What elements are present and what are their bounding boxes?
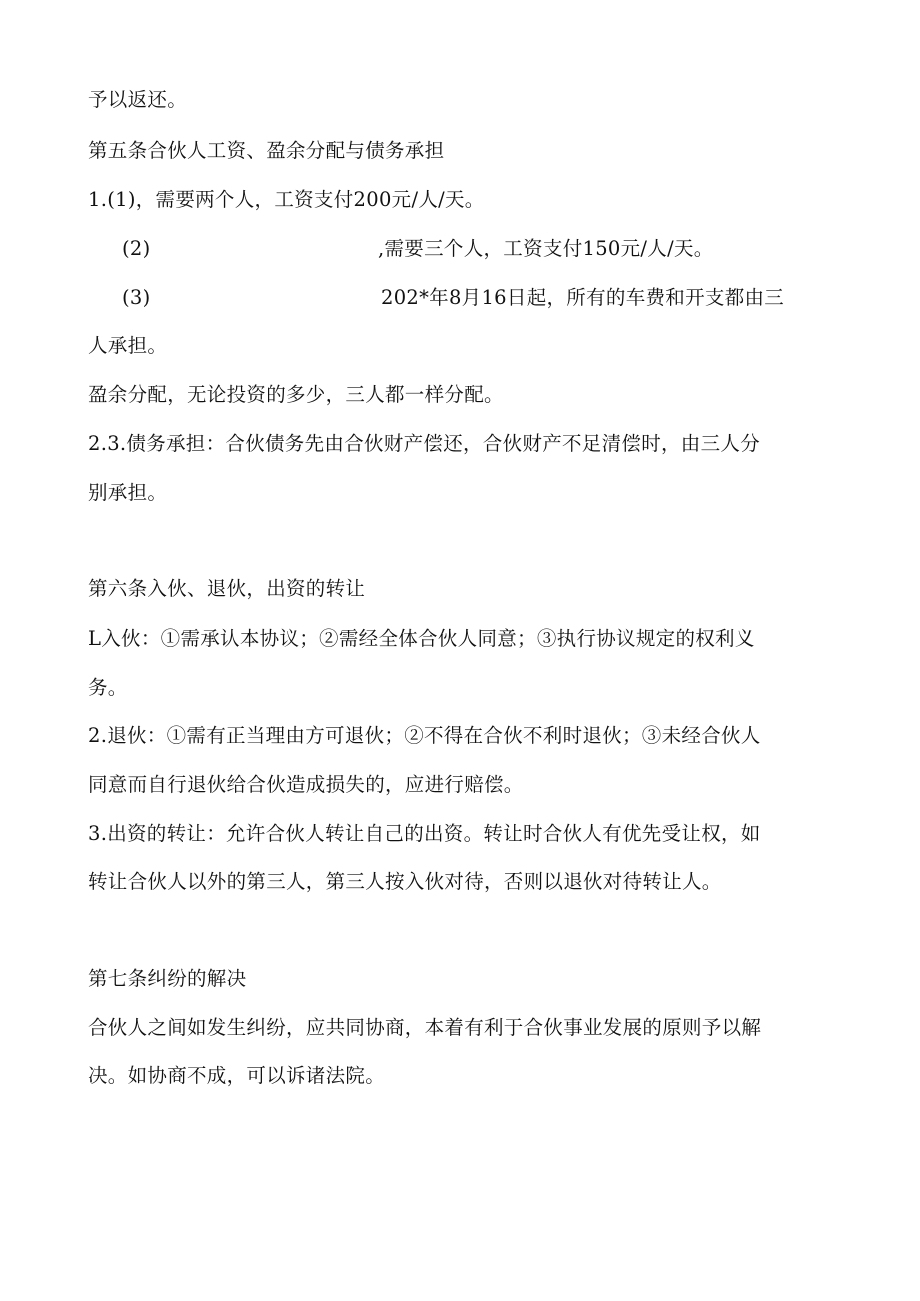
- continuation-text: 予以返还。: [88, 88, 188, 111]
- article-7-body: 合伙人之间如发生纠纷，应共同协商，本着有利于合伙事业发展的原则予以解: [88, 1016, 762, 1039]
- article-5-debt-cont: 别承担。: [88, 481, 168, 504]
- article-6-withdraw: 2.退伙：①需有正当理由方可退伙；②不得在合伙不利时退伙；③未经合伙人: [88, 724, 761, 747]
- article-6-join-cont: 务。: [88, 676, 128, 699]
- article-7-heading: 第七条纠纷的解决: [88, 967, 247, 990]
- article-6-withdraw-cont: 同意而自行退伙给合伙造成损失的，应进行赔偿。: [88, 773, 524, 796]
- article-5-debt: 2.3.债务承担：合伙债务先由合伙财产偿还，合伙财产不足清偿时，由三人分: [88, 432, 761, 455]
- article-6-transfer: 3.出资的转让：允许合伙人转让自己的出资。转让时合伙人有优先受让权，如: [88, 822, 761, 845]
- item-text: ,需要三个人，工资支付150元/人/天。: [378, 237, 714, 260]
- article-6-heading: 第六条入伙、退伙，出资的转让: [88, 577, 366, 600]
- item-text: 202*年8月16日起，所有的车费和开支都由三: [381, 286, 785, 309]
- article-5-heading: 第五条合伙人工资、盈余分配与债务承担: [88, 139, 445, 162]
- article-5-item-1: 1.(1)，需要两个人，工资支付200元/人/天。: [88, 188, 485, 211]
- article-7-body-cont: 决。如协商不成，可以诉诸法院。: [88, 1064, 386, 1087]
- item-number: (2): [122, 237, 151, 260]
- article-6-join: L入伙：①需承认本协议；②需经全体合伙人同意；③执行协议规定的权利义: [88, 627, 755, 650]
- article-5-profit: 盈余分配，无论投资的多少，三人都一样分配。: [88, 383, 504, 406]
- article-5-item-1-3-cont: 人承担。: [88, 334, 168, 357]
- item-number: (3): [122, 286, 151, 309]
- article-6-transfer-cont: 转让合伙人以外的第三人，第三人按入伙对待，否则以退伙对待转让人。: [88, 870, 722, 893]
